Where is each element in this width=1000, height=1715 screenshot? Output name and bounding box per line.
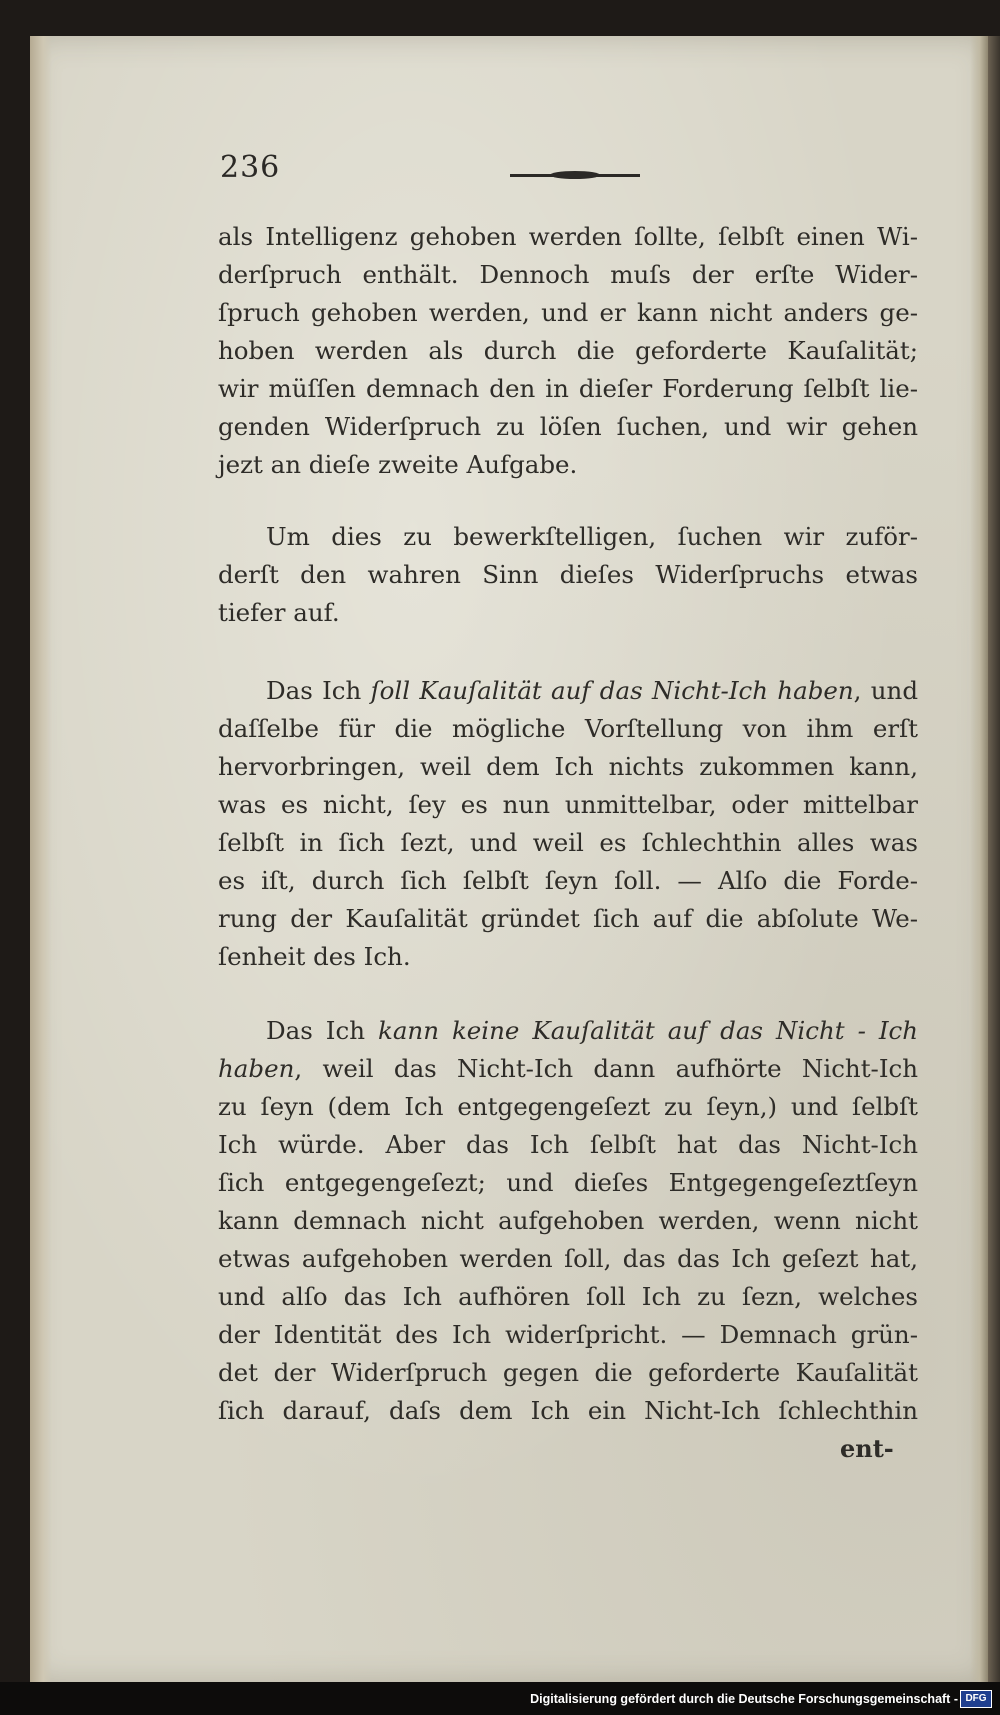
text-line: daſſelbe für die mögliche Vorſtellung von ihm erſt (218, 714, 918, 743)
header-ornament-rule (510, 174, 640, 177)
text-line: det der Widerſpruch gegen die geforderte Kauſalität (218, 1358, 918, 1387)
text-line: Ich würde. Aber das Ich ſelbſt hat das Nicht-Ich (218, 1130, 918, 1159)
page-number: 236 (220, 150, 281, 185)
text-segment: Das Ich (266, 1016, 378, 1045)
text-line-mixed (218, 672, 918, 710)
text-line: ſelbſt in ſich ſezt, und weil es ſchlechthin alles was (218, 828, 918, 857)
page-edge-right (970, 36, 988, 1682)
text-line: hoben werden als durch die geforderte Kauſalität; (218, 336, 918, 365)
italic-emphasis: kann keine Kauſalität auf das Nicht - Ich (377, 1016, 919, 1045)
text-line: tiefer auf. (218, 598, 340, 627)
text-line: rung der Kauſalität gründet ſich auf die abſolute We- (218, 904, 918, 933)
page-header (220, 150, 920, 190)
text-line: und alſo das Ich aufhören ſoll Ich zu ſezn, welches (218, 1282, 918, 1311)
text-line: derſt den wahren Sinn dieſes Widerſpruchs etwas (218, 560, 918, 589)
text-line: genden Widerſpruch zu löſen ſuchen, und wir gehen (218, 412, 918, 441)
text-line: jezt an dieſe zweite Aufgabe. (218, 450, 578, 479)
text-segment: , und (853, 676, 918, 705)
text-line: als Intelligenz gehoben werden ſollte, ſelbſt einen Wi- (218, 222, 918, 251)
text-line: der Identität des Ich widerſpricht. — Demnach grün- (218, 1320, 918, 1349)
paragraph-2 (218, 518, 918, 632)
text-line: ſich entgegengeſezt; und dieſes Entgegengeſeztſeyn (218, 1168, 918, 1197)
text-line: kann demnach nicht aufgehoben werden, wenn nicht (218, 1206, 918, 1235)
text-line-mixed (218, 1012, 918, 1050)
text-line: hervorbringen, weil dem Ich nichts zukommen kann, (218, 752, 918, 781)
text-line: zu ſeyn (dem Ich entgegengeſezt zu ſeyn,) und ſelbſt (218, 1092, 918, 1121)
text-line: es iſt, durch ſich ſelbſt ſeyn ſoll. — Alſo die Forde- (218, 866, 918, 895)
text-segment: Das Ich (266, 676, 371, 705)
italic-emphasis: haben (218, 1054, 295, 1083)
italic-emphasis: ſoll Kauſalität auf das Nicht-Ich haben (370, 676, 854, 705)
paragraph-1 (218, 218, 918, 484)
catchword: ent- (840, 1434, 894, 1463)
text-line: ſich darauf, daſs dem Ich ein Nicht-Ich ſchlechthin (218, 1396, 918, 1425)
text-line: wir müſſen demnach den in dieſer Forderung ſelbſt lie- (218, 374, 918, 403)
paragraph-4 (218, 1012, 918, 1430)
text-segment: , weil das Nicht-Ich dann aufhörte Nicht-Ich (294, 1054, 918, 1083)
text-line: was es nicht, ſey es nun unmittelbar, oder mittelbar (218, 790, 918, 819)
text-line: ſpruch gehoben werden, und er kann nicht anders ge- (218, 298, 918, 327)
text-line: Um dies zu bewerkſtelligen, ſuchen wir zuför- (266, 522, 918, 551)
text-line-mixed (218, 1050, 918, 1088)
funding-credit: Digitalisierung gefördert durch die Deutsche Forschungsgemeinschaft - (530, 1692, 958, 1706)
dfg-logo: DFG (960, 1690, 992, 1708)
text-line: etwas aufgehoben werden ſoll, das das Ich geſezt hat, (218, 1244, 918, 1273)
page-edge-left (30, 36, 52, 1682)
text-line: derſpruch enthält. Dennoch muſs der erſte Wider- (218, 260, 918, 289)
book-binding (988, 36, 1000, 1682)
paragraph-3 (218, 672, 918, 976)
text-line: ſenheit des Ich. (218, 942, 411, 971)
